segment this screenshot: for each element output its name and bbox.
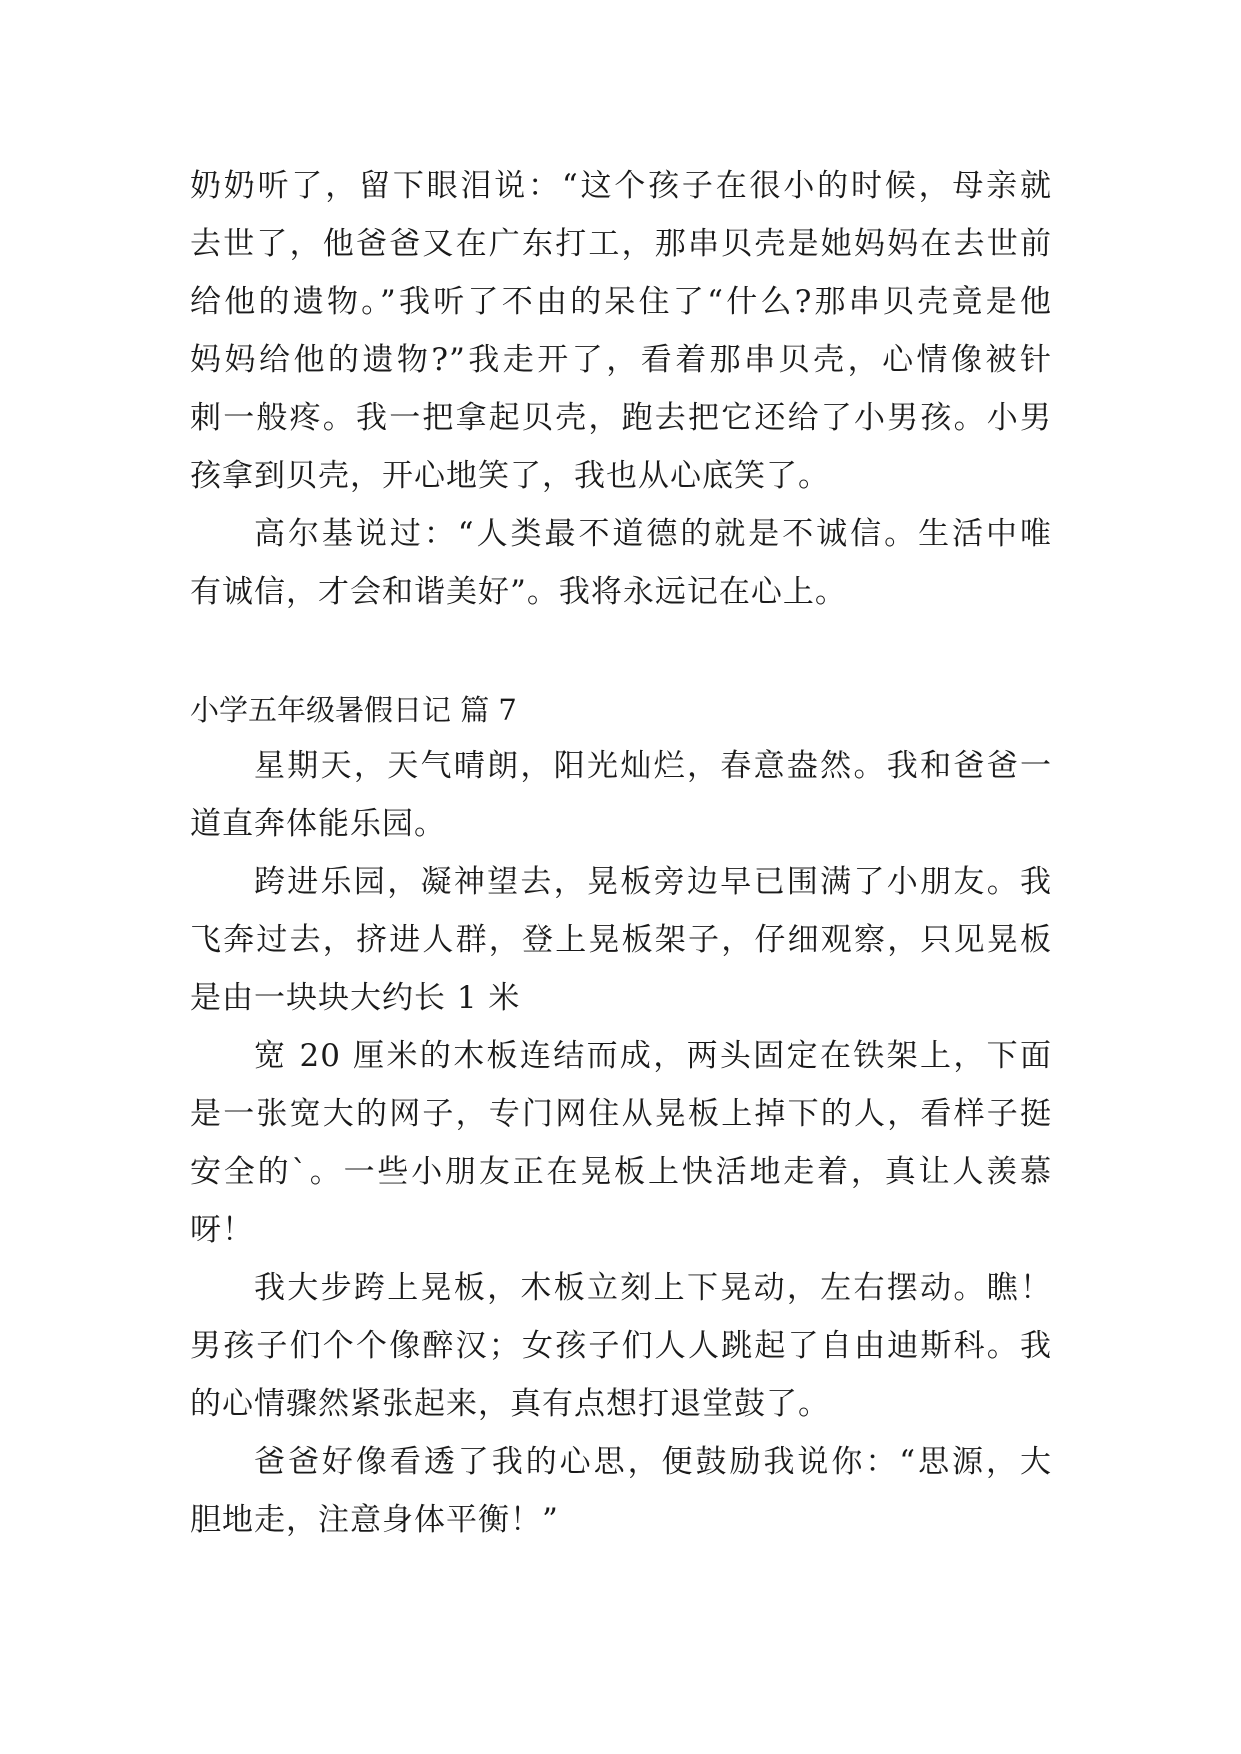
section-paragraph-4-line-1: 我大步跨上晃板，木板立刻上下晃动，左右摆动。瞧！: [254, 1270, 1052, 1306]
section-paragraph-1-line-2: 道直奔体能乐园。: [190, 806, 446, 842]
paragraph-1-line-3: 给他的遗物。”我听了不由的呆住了“什么?那串贝壳竟是他: [190, 284, 1052, 320]
section-paragraph-3-line-3: 安全的`。一些小朋友正在晃板上快活地走着，真让人羡慕: [190, 1154, 1052, 1190]
paragraph-1-line-4: 妈妈给他的遗物?”我走开了，看着那串贝壳，心情像被针: [190, 342, 1052, 378]
paragraph-1-line-6: 孩拿到贝壳，开心地笑了，我也从心底笑了。: [190, 458, 830, 494]
section-paragraph-2-line-3: 是由一块块大约长 1 米: [190, 980, 521, 1016]
section-paragraph-4-line-3: 的心情骤然紧张起来，真有点想打退堂鼓了。: [190, 1386, 830, 1422]
section-paragraph-2-line-2: 飞奔过去，挤进人群，登上晃板架子，仔细观察，只见晃板: [190, 922, 1052, 958]
paragraph-1-line-1: 奶奶听了，留下眼泪说：“这个孩子在很小的时候，母亲就: [190, 168, 1052, 204]
section-paragraph-3-line-2: 是一张宽大的网子，专门网住从晃板上掉下的人，看样子挺: [190, 1096, 1052, 1132]
section-paragraph-2-line-1: 跨进乐园，凝神望去，晃板旁边早已围满了小朋友。我: [254, 864, 1052, 900]
section-paragraph-3-line-1: 宽 20 厘米的木板连结而成，两头固定在铁架上，下面: [254, 1038, 1052, 1074]
section-paragraph-4-line-2: 男孩子们个个像醉汉；女孩子们人人跳起了自由迪斯科。我: [190, 1328, 1052, 1364]
section-heading: 小学五年级暑假日记 篇 7: [190, 693, 517, 727]
section-paragraph-3-line-4: 呀！: [190, 1212, 254, 1248]
section-paragraph-1-line-1: 星期天，天气晴朗，阳光灿烂，春意盎然。我和爸爸一: [254, 748, 1052, 784]
paragraph-2-line-1: 高尔基说过：“人类最不道德的就是不诚信。生活中唯: [254, 516, 1052, 552]
paragraph-2-line-2: 有诚信，才会和谐美好”。我将永远记在心上。: [190, 574, 847, 610]
section-paragraph-5-line-1: 爸爸好像看透了我的心思，便鼓励我说你：“思源，大: [254, 1444, 1052, 1480]
paragraph-1-line-2: 去世了，他爸爸又在广东打工，那串贝壳是她妈妈在去世前: [190, 226, 1052, 262]
paragraph-1-line-5: 刺一般疼。我一把拿起贝壳，跑去把它还给了小男孩。小男: [190, 400, 1052, 436]
section-paragraph-5-line-2: 胆地走，注意身体平衡！”: [190, 1502, 559, 1538]
